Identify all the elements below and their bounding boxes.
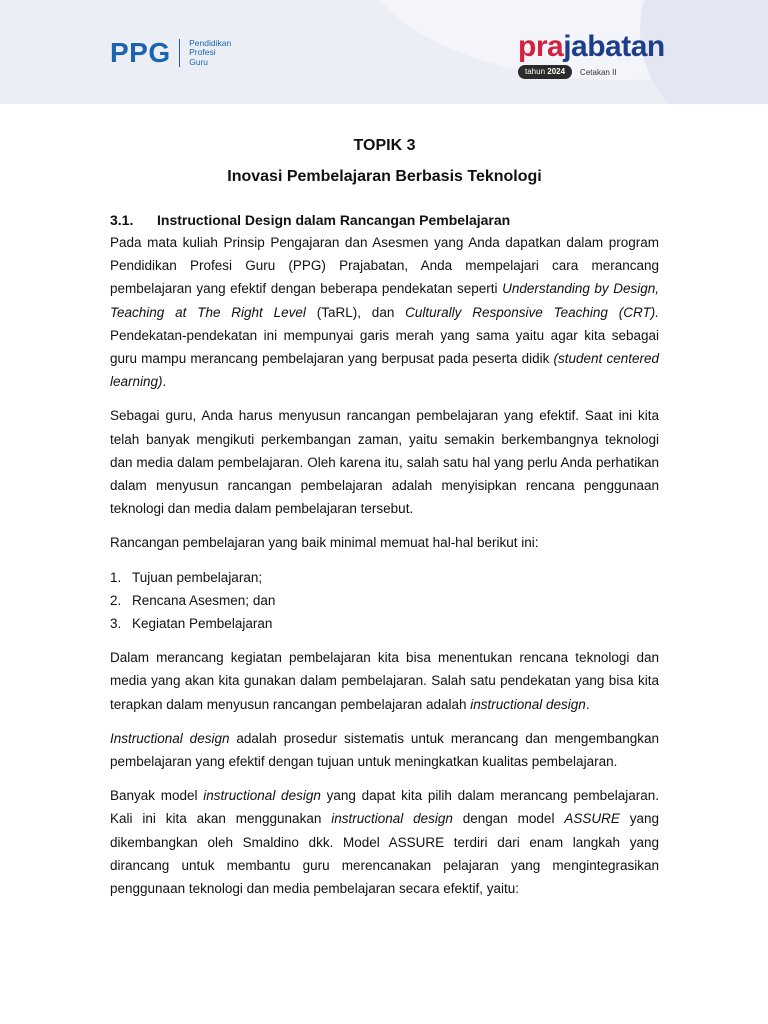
- ppg-logo-line: Profesi: [189, 47, 216, 58]
- text-run: dengan model: [452, 811, 565, 827]
- ppg-logo-subtitle: [189, 39, 231, 68]
- numbered-list: [110, 566, 659, 636]
- list-item: [110, 566, 659, 589]
- prajabatan-wordmark: [518, 30, 668, 64]
- text-run: Pendekatan-pendekatan ini mempunyai garis merah yang sama yaitu agar kita sebagai guru mampu merancang pembelajaran yang berpusat pada peserta didik: [110, 327, 659, 367]
- list-item: [110, 589, 659, 612]
- text-run-italic: Understanding by Design, Teaching at The Right Level: [110, 281, 660, 320]
- list-text: Kegiatan Pembelajaran: [132, 616, 273, 632]
- text-run: Pada mata kuliah Prinsip Pengajaran dan Asesmen yang Anda dapatkan dalam program Pendidikan Profesi Guru (PPG) Prajabatan, Anda mempelajari cara merancang pembelajaran yang efektif dengan beberapa pendekatan seperti: [110, 235, 659, 297]
- section-number: 3.1.: [110, 212, 134, 228]
- list-number: 2.: [110, 592, 122, 608]
- ppg-logo-divider: [179, 39, 181, 67]
- text-run: yang dikembangkan oleh Smaldino dkk. Model ASSURE terdiri dari enam langkah yang dirancang untuk membantu guru merencanakan pelajaran yang mengintegrasikan penggunaan teknologi dan media pembelajaran secara efektif, yaitu:: [110, 811, 659, 897]
- paragraph: [110, 727, 659, 773]
- topic-number: TOPIK 3: [353, 137, 416, 154]
- text-run: adalah prosedur sistematis untuk merancang dan mengembangkan pembelajaran yang efektif dengan tujuan untuk meningkatkan kualitas pembelajaran.: [110, 730, 659, 770]
- prajabatan-tagline: [518, 65, 668, 79]
- list-number: 1.: [110, 569, 122, 585]
- paragraph: [110, 231, 659, 393]
- ppg-logo-line: Pendidikan: [189, 37, 232, 48]
- text-run: Dalam merancang kegiatan pembelajaran kita bisa menentukan rencana teknologi dan media yang akan kita gunakan dalam pembelajaran. Salah satu pendekatan yang bisa kita terapkan dalam menyusun rancangan pembelajaran adalah: [110, 650, 659, 712]
- edition-label: Cetakan II: [580, 67, 617, 77]
- wordmark-part: jabatan: [563, 30, 665, 63]
- paragraph: Sebagai guru, Anda harus menyusun rancangan pembelajaran yang efektif. Saat ini kita telah banyak mengikuti perkembangan zaman, yaitu semakin berkembangnya teknologi dan media dalam pembelajaran. Oleh karena itu, salah satu hal yang perlu Anda perhatikan dalam menyusun rancangan pembelajaran adalah menyisipkan rencana penggunaan teknologi dan media dalam pembelajaran tersebut.: [110, 408, 659, 517]
- list-item: [110, 612, 659, 635]
- text-run-italic: instructional design: [470, 696, 586, 712]
- text-run-italic: Culturally Responsive Teaching (CRT).: [405, 304, 659, 320]
- text-run-italic: instructional design: [331, 811, 453, 827]
- year-value: 2024: [547, 67, 566, 76]
- paragraph: [110, 784, 659, 900]
- text-run-italic: Instructional design: [110, 730, 230, 746]
- topic-title: Inovasi Pembelajaran Berbasis Teknologi: [227, 168, 542, 185]
- wordmark-part: pra: [518, 30, 564, 63]
- paragraph: [110, 646, 659, 716]
- ppg-logo-mark: PPG: [110, 37, 171, 68]
- list-text: Tujuan pembelajaran;: [132, 569, 263, 585]
- list-number: 3.: [110, 616, 122, 632]
- document-body: [110, 136, 659, 900]
- text-run-italic: ASSURE: [564, 811, 620, 827]
- text-run: .: [585, 696, 590, 712]
- text-run-italic: (student centered learning): [110, 351, 659, 390]
- text-run-italic: instructional design: [203, 788, 321, 804]
- prajabatan-logo: [518, 30, 668, 79]
- list-text: Rencana Asesmen; dan: [132, 592, 276, 608]
- section-heading: [110, 211, 659, 229]
- paragraph: Rancangan pembelajaran yang baik minimal memuat hal-hal berikut ini:: [110, 535, 539, 551]
- section-title: Instructional Design dalam Rancangan Pembelajaran: [157, 212, 511, 228]
- ppg-logo: [110, 38, 231, 68]
- year-pill: [518, 65, 572, 79]
- year-prefix: tahun: [525, 67, 548, 76]
- text-run: (TaRL), dan: [305, 304, 406, 320]
- text-run: yang dapat kita pilih dalam merancang pembelajaran. Kali ini kita akan menggunakan: [110, 788, 659, 827]
- text-run: Banyak model: [110, 788, 204, 804]
- text-run: .: [162, 374, 167, 390]
- ppg-logo-line: Guru: [189, 56, 209, 67]
